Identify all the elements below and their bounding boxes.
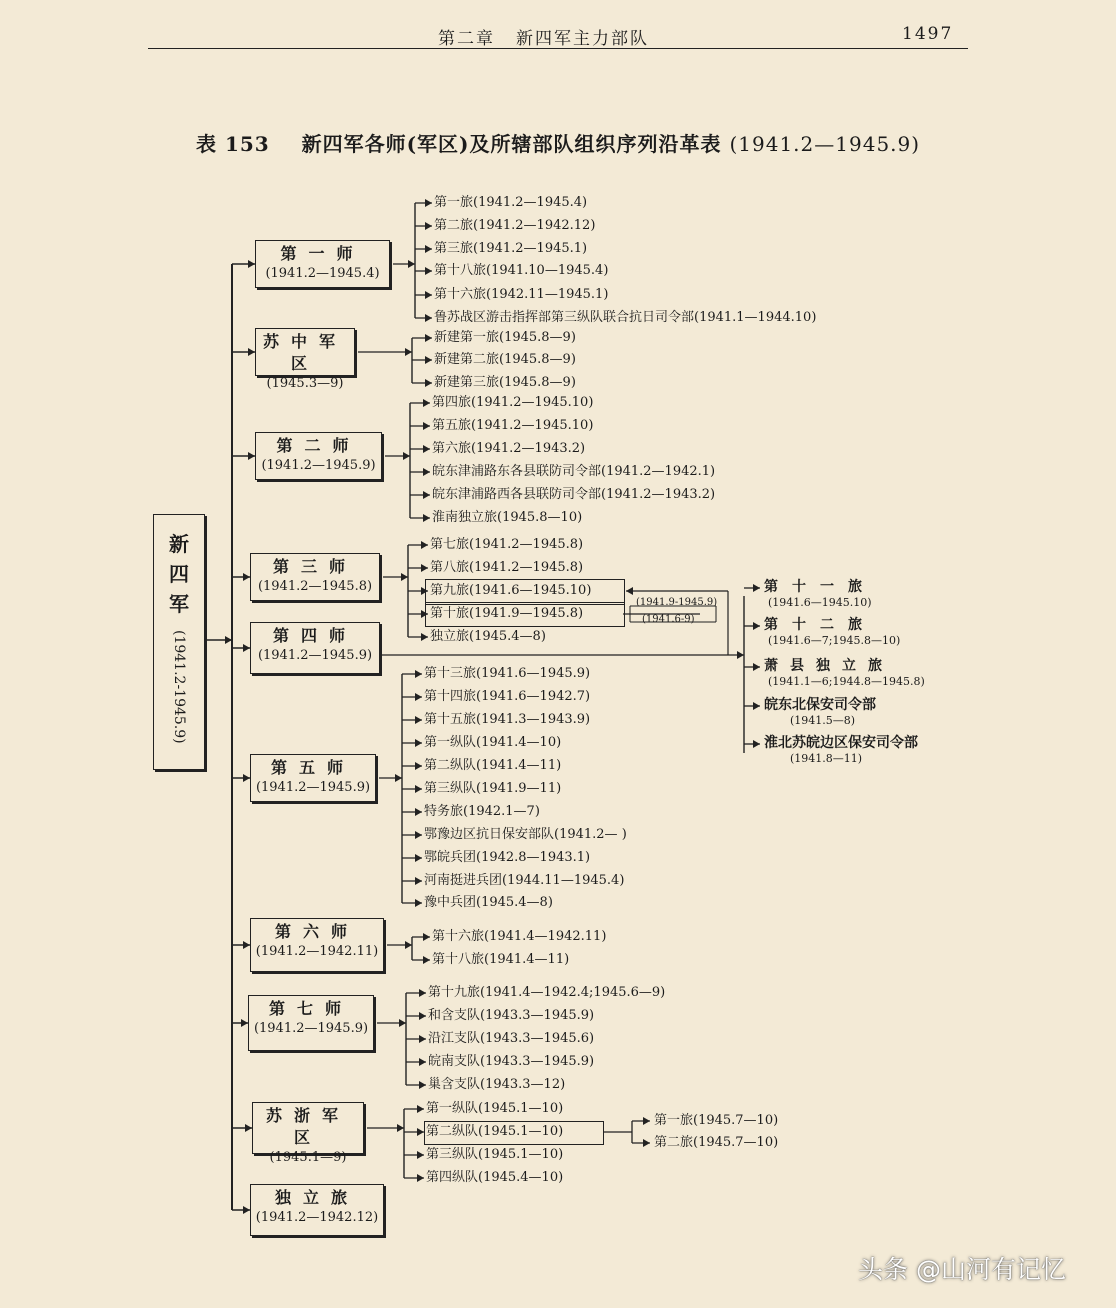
connector-arrow [245, 1124, 252, 1132]
connector-arrow [419, 1035, 426, 1043]
connector-arrow [415, 693, 422, 701]
connector-arrow [243, 644, 250, 652]
unit-item: 第一旅(1941.2—1945.4) [434, 195, 588, 210]
unit-item: 第十三旅(1941.6—1945.9) [424, 666, 591, 681]
unit-item: 第十八旅(1941.10—1945.4) [434, 263, 609, 278]
division-dates: (1945.3—9) [266, 376, 344, 391]
unit-item: 第五旅(1941.2—1945.10) [432, 418, 594, 433]
fourth-division-unit-dates: (1941.6—1945.10) [768, 596, 872, 609]
connector-arrow [423, 399, 430, 407]
connector-arrow [753, 622, 760, 630]
division-name: 独立旅 [274, 1188, 359, 1207]
connector-arrow [397, 1124, 404, 1132]
unit-item: 第四纵队(1945.4—10) [426, 1170, 564, 1185]
unit-item: 鄂豫边区抗日保安部队(1941.2— ) [424, 827, 627, 842]
unit-item: 特务旅(1942.1—7) [424, 804, 540, 819]
table-title-text: 新四军各师(军区)及所辖部队组织序列沿革表 [301, 132, 722, 156]
unit-item: 第十八旅(1941.4—11) [432, 952, 570, 967]
connector-arrow [395, 774, 402, 782]
connector-arrow [243, 1206, 250, 1214]
division-name: 苏浙军区 [265, 1106, 350, 1147]
unit-item: 豫中兵团(1945.4—8) [424, 895, 553, 910]
unit-item: 沿江支队(1943.3—1945.6) [428, 1031, 595, 1046]
division-box [255, 432, 382, 480]
connector-arrow [425, 199, 432, 207]
connector-arrow [425, 245, 432, 253]
connector-arrow [399, 1019, 406, 1027]
unit-item: 新建第一旅(1945.8—9) [434, 330, 576, 345]
connector-arrow [417, 1128, 424, 1136]
connector-arrow [405, 348, 412, 356]
connector-arrow [417, 1174, 424, 1182]
division-dates: (1941.2—1942.11) [255, 944, 379, 959]
connector-arrow [243, 774, 250, 782]
connector-arrow [421, 564, 428, 572]
suzhe-column-unit: 第一旅(1945.7—10) [654, 1113, 779, 1128]
division-dates: (1941.2—1945.9) [255, 780, 371, 795]
table-title-date: (1941.2—1945.9) [729, 132, 921, 156]
suzhe-column-unit: 第二旅(1945.7—10) [654, 1135, 779, 1150]
division-box [250, 754, 376, 802]
division-box [255, 240, 390, 288]
unit-item: 第十六旅(1942.11—1945.1) [434, 287, 609, 302]
connector-arrow [423, 933, 430, 941]
unit-item: 第六旅(1941.2—1943.2) [432, 441, 586, 456]
unit-item: 第十旅(1941.9—1945.8) [430, 606, 584, 621]
division-name: 苏中军区 [262, 332, 347, 373]
root-dates: (1941.2-1945.9) [171, 630, 187, 744]
division-box [250, 1184, 384, 1236]
connector-arrow [423, 514, 430, 522]
transfer-note-2: (1941.6-9) [642, 614, 695, 625]
fourth-division-unit-name: 皖东北保安司令部 [764, 697, 876, 713]
unit-item: 第十九旅(1941.4—1942.4;1945.6—9) [428, 985, 666, 1000]
connector-arrow [225, 636, 232, 644]
connector-arrow [425, 291, 432, 299]
division-name: 第五师 [270, 758, 355, 777]
division-dates: (1941.2—1942.12) [255, 1210, 379, 1225]
unit-item: 第二纵队(1941.4—11) [424, 758, 562, 773]
connector-arrow [415, 739, 422, 747]
division-box [248, 995, 374, 1051]
connector-arrow [421, 633, 428, 641]
unit-item: 皖南支队(1943.3—1945.9) [428, 1054, 595, 1069]
unit-item: 巢含支队(1943.3—12) [428, 1077, 566, 1092]
connector-arrow [243, 941, 250, 949]
connector-arrow [425, 334, 432, 342]
connector-arrow [415, 854, 422, 862]
unit-item: 第八旅(1941.2—1945.8) [430, 560, 584, 575]
root-node [153, 514, 205, 770]
fourth-division-unit [764, 578, 876, 610]
connector-arrow [753, 584, 760, 592]
unit-item: 第四旅(1941.2—1945.10) [432, 395, 594, 410]
connector-arrow [403, 452, 410, 460]
fourth-division-unit-name: 第十二旅 [764, 617, 876, 633]
connector-arrow [248, 260, 255, 268]
connector-arrow [241, 1019, 248, 1027]
unit-item: 第三纵队(1941.9—11) [424, 781, 562, 796]
fourth-division-unit-name: 萧县独立旅 [764, 658, 894, 674]
page-number: 1497 [902, 24, 954, 44]
connector-arrow [753, 663, 760, 671]
connector-arrow [753, 702, 760, 710]
unit-item: 第一纵队(1945.1—10) [426, 1101, 564, 1116]
header-chapter: 第二章 [438, 29, 495, 49]
division-name: 第六师 [274, 922, 359, 941]
unit-item: 新建第二旅(1945.8—9) [434, 352, 576, 367]
fourth-division-unit [764, 657, 925, 689]
connector-arrow [419, 1058, 426, 1066]
connector-arrow [243, 573, 250, 581]
division-name: 第三师 [272, 557, 357, 576]
unit-item: 第二旅(1941.2—1942.12) [434, 218, 596, 233]
unit-item: 新建第三旅(1945.8—9) [434, 375, 576, 390]
connector-arrow [643, 1139, 650, 1147]
unit-item: 河南挺进兵团(1944.11—1945.4) [424, 873, 625, 888]
connector-arrow [419, 1012, 426, 1020]
unit-item: 第二纵队(1945.1—10) [426, 1124, 564, 1139]
connector-arrow [423, 445, 430, 453]
connector-arrow [419, 989, 426, 997]
unit-item: 第十六旅(1941.4—1942.11) [432, 929, 607, 944]
connector-arrow [248, 452, 255, 460]
division-box [250, 918, 384, 972]
connector-arrow [425, 314, 432, 322]
connector-arrow [737, 651, 744, 659]
table-number: 表 153 [196, 132, 270, 156]
division-dates: (1941.2—1945.4) [265, 266, 380, 281]
connector-arrow [423, 491, 430, 499]
highlight-box [424, 1121, 604, 1145]
connector-arrow [415, 785, 422, 793]
header-section: 新四军主力部队 [516, 29, 649, 49]
connector-arrow [417, 1105, 424, 1113]
connector-arrow [423, 956, 430, 964]
division-dates: (1945.1—9) [269, 1150, 347, 1165]
connector-arrow [415, 762, 422, 770]
fourth-division-unit-name: 淮北苏皖边区保安司令部 [764, 735, 918, 751]
connector-arrow [415, 808, 422, 816]
unit-item: 鄂皖兵团(1942.8—1943.1) [424, 850, 591, 865]
root-name: 新四军 [169, 532, 189, 616]
connector-arrow [405, 941, 412, 949]
unit-item: 和含支队(1943.3—1945.9) [428, 1008, 595, 1023]
division-name: 第四师 [272, 626, 357, 645]
unit-item: 皖东津浦路西各县联防司令部(1941.2—1943.2) [432, 487, 716, 502]
unit-item: 第七旅(1941.2—1945.8) [430, 537, 584, 552]
connector-arrow [419, 1081, 426, 1089]
connector-arrow [626, 587, 633, 595]
fourth-division-unit [764, 696, 876, 728]
division-dates: (1941.2—1945.9) [253, 1021, 369, 1036]
division-box [255, 328, 355, 391]
fourth-division-unit [764, 734, 918, 766]
division-dates: (1941.2—1945.9) [257, 648, 373, 663]
connector-arrow [753, 740, 760, 748]
highlight-box [425, 602, 625, 627]
connector-arrow [643, 1117, 650, 1125]
division-box [250, 622, 380, 674]
watermark: 头条 @山河有记忆 [858, 1255, 1066, 1284]
fourth-division-unit-dates: (1941.1—6;1944.8—1945.8) [768, 675, 925, 688]
fourth-division-unit-dates: (1941.6—7;1945.8—10) [768, 634, 901, 647]
fourth-division-unit [764, 616, 900, 648]
connector-arrow [401, 573, 408, 581]
connector-arrow [425, 379, 432, 387]
fourth-division-unit-dates: (1941.5—8) [790, 714, 856, 727]
division-box [250, 553, 380, 601]
division-box [252, 1102, 364, 1165]
fourth-division-unit-dates: (1941.8—11) [790, 752, 863, 765]
connector-arrow [425, 222, 432, 230]
unit-item: 鲁苏战区游击指挥部第三纵队联合抗日司令部(1941.1—1944.10) [434, 310, 817, 325]
unit-item: 第三纵队(1945.1—10) [426, 1147, 564, 1162]
division-name: 第七师 [268, 999, 353, 1018]
unit-item: 皖东津浦路东各县联防司令部(1941.2—1942.1) [432, 464, 716, 479]
connector-arrow [423, 422, 430, 430]
connector-arrow [415, 831, 422, 839]
unit-item: 第九旅(1941.6—1945.10) [430, 583, 592, 598]
connector-arrow [425, 356, 432, 364]
connector-arrow [425, 267, 432, 275]
fourth-division-unit-name: 第十一旅 [764, 579, 876, 595]
connector-arrow [415, 877, 422, 885]
connector-arrow [421, 541, 428, 549]
transfer-note-1: (1941.9-1945.9) [636, 597, 718, 608]
division-name: 第二师 [276, 436, 361, 455]
unit-item: 第三旅(1941.2—1945.1) [434, 241, 588, 256]
division-dates: (1941.2—1945.8) [257, 579, 373, 594]
division-name: 第一师 [280, 244, 365, 263]
division-dates: (1941.2—1945.9) [261, 458, 376, 473]
connector-arrow [408, 260, 415, 268]
connector-arrow [423, 468, 430, 476]
unit-item: 第十四旅(1941.6—1942.7) [424, 689, 591, 704]
connector-arrow [248, 348, 255, 356]
connector-arrow [417, 1151, 424, 1159]
unit-item: 淮南独立旅(1945.8—10) [432, 510, 583, 525]
connector-arrow [415, 899, 422, 907]
unit-item: 第十五旅(1941.3—1943.9) [424, 712, 591, 727]
unit-item: 独立旅(1945.4—8) [430, 629, 546, 644]
unit-item: 第一纵队(1941.4—10) [424, 735, 562, 750]
connector-arrow [415, 670, 422, 678]
connector-arrow [415, 716, 422, 724]
